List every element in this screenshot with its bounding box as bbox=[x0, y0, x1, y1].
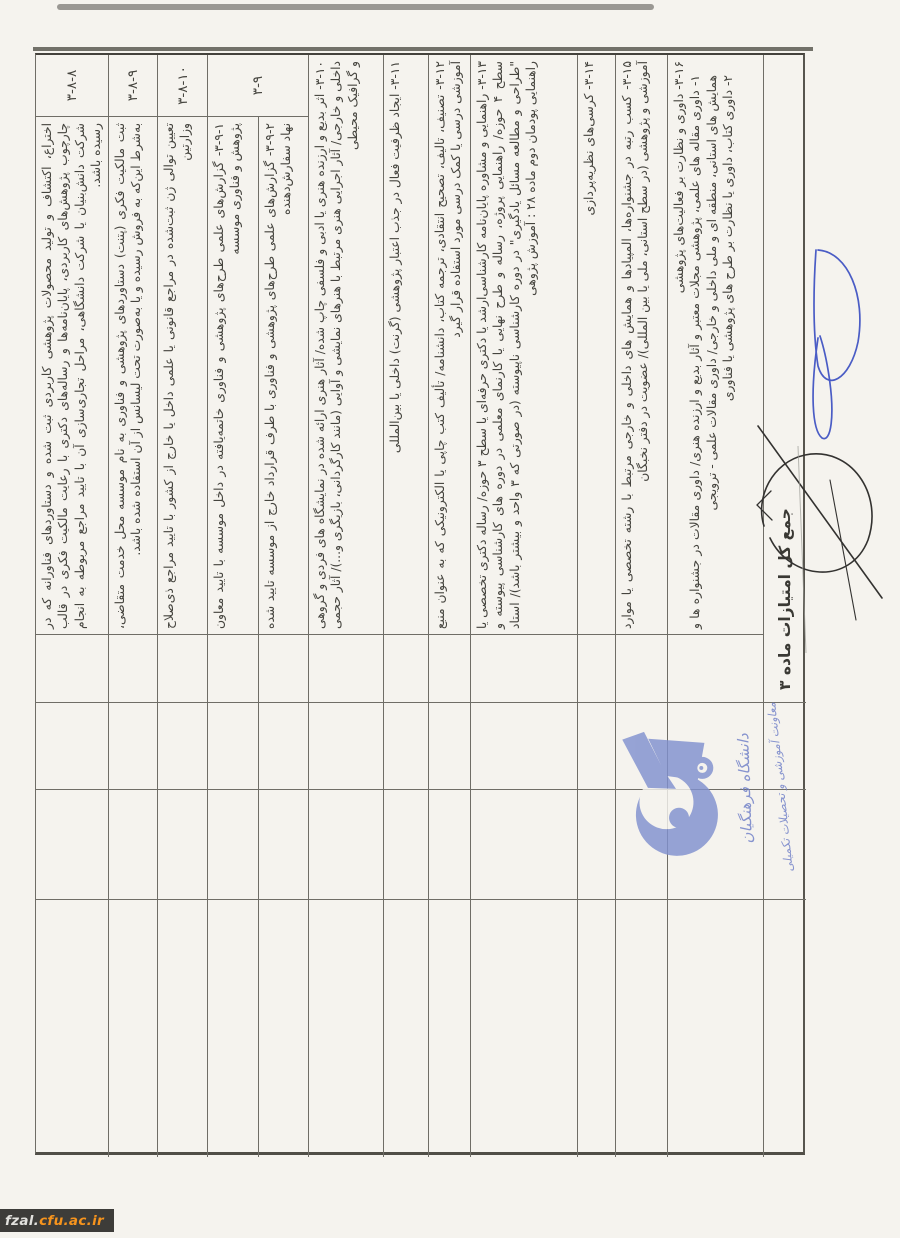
score-cell bbox=[208, 635, 259, 703]
score-cell bbox=[668, 900, 764, 1157]
score-cell bbox=[208, 790, 259, 900]
score-cell bbox=[384, 900, 429, 1157]
stamp-office-name: معاونت آموزشی و تحصیلات تکمیلی bbox=[764, 701, 796, 873]
stamp-university-name: دانشگاه فرهنگیان bbox=[734, 733, 756, 844]
total-label-cell: جمع کل امتیازات ماده ۳ bbox=[764, 55, 806, 703]
criteria-table bbox=[35, 53, 805, 1155]
criteria-text-cell: ۳-۱۲- تصنیف، تالیف، تصحیح انتقادی، ترجمه کتاب، دانشنامه/ تألیف کتب چاپی یا الکترونیکی که به عنوان منبع آموزشی درسی یا کمک درسی مورد استفاده قرار گیرد bbox=[429, 55, 471, 635]
criteria-text-cell: ۳-۱۴- کرسی‌های نظریه‌پردازی bbox=[578, 55, 616, 635]
criteria-text-cell: ثبت مالکیت فکری (پتنت) دستاوردهای پژوهشی و فناوری به نام موسسه محل خدمت متقاضی، به‌شرط این‌که به فروش رسیده و یا به‌صورت تحت لیسانس از آن استفاده شده باشد. bbox=[109, 117, 158, 635]
score-cell bbox=[578, 703, 616, 790]
criteria-text-cell: ۳-۱۵- کسب رتبه در جشنواره‌ها، المپیادها و همایش های داخلی و خارجی مرتبط با رشته تخصصی یا موارد آموزشی و پژوهشی (در سطح استانی، ملی یا بین المللی)/ عضویت در دفتر نخبگان bbox=[616, 55, 668, 635]
criteria-text-cell: ۳-۱۳- راهنمایی و مشاوره پایان‌نامه کارشناسی‌ارشد یا دکتری حرفه‌ای یا سطح ۳ حوزه/ رساله دکتری تخصصی یا سطح ۴ حوزه/ راهنمایی پروژه، رساله و طرح نهایی یا کارنمای معلمی در دوره های کارشناسی پیوسته و "طراحی و مطالعه مسائل یادگیری" در دوره کارشناسی ناپیوسته (در صورتی که ۳ واحد و بیشتر باشد)/ استاد راهنمایی پودمان دوم ماده ۲۸ : آموزش پژوهی bbox=[471, 55, 578, 635]
criteria-text-cell: ۳-۱۰- اثر بدیع و ارزنده هنری یا ادبی و فلسفی چاپ شده/ آثار هنری ارائه شده در نمایشگاه های فردی و گروهی داخلی و خارجی/ آثار اجرایی هنری مرتبط با هنرهای نمایشی و آوایی (مانند کارگردانی، بازیگری و...)/ آثار حجمی و گرافیک محیطی bbox=[309, 55, 384, 635]
criteria-text-cell: ۳-۹-۲- گزارش‌های علمی طرح‌های پژوهشی و فناوری با طرف قرارداد خارج از موسسه تایید شده نهاد سفارش‌دهنده bbox=[259, 117, 309, 635]
score-cell bbox=[764, 703, 806, 790]
scan-edge-streak bbox=[57, 4, 654, 10]
score-cell bbox=[259, 703, 309, 790]
score-cell bbox=[384, 703, 429, 790]
score-cell bbox=[384, 790, 429, 900]
score-cell bbox=[429, 635, 471, 703]
score-cell bbox=[36, 703, 109, 790]
score-cell bbox=[471, 635, 578, 703]
score-cell bbox=[158, 703, 208, 790]
score-cell bbox=[429, 790, 471, 900]
criteria-text-cell: اختراع، اکتشاف و تولید محصولات پژوهشی کاربردی ثبت شده و دستاوردهای فناورانه که در چارچوب پژوهش‌های کاربردی، پایان‌نامه‌ها و رساله‌های دکتری با رعایت مالکیت فکری در قالب شرکت دانش‌بنیان یا شرکت دانشگاهی، مراحل تجاری‌سازی آن با تایید مراجع مربوطه به انجام رسیده باشد. bbox=[36, 117, 109, 635]
score-cell bbox=[36, 790, 109, 900]
row-number-cell-group: ۳-۹ bbox=[208, 55, 309, 117]
score-cell bbox=[471, 900, 578, 1157]
score-cell bbox=[429, 703, 471, 790]
score-cell bbox=[36, 900, 109, 1157]
score-cell bbox=[36, 635, 109, 703]
score-cell bbox=[309, 900, 384, 1157]
score-cell bbox=[668, 635, 764, 703]
score-cell bbox=[764, 790, 806, 900]
score-cell bbox=[158, 790, 208, 900]
score-cell bbox=[616, 703, 668, 790]
score-cell bbox=[429, 900, 471, 1157]
score-cell bbox=[471, 703, 578, 790]
blue-signature bbox=[813, 250, 860, 439]
score-cell bbox=[109, 790, 158, 900]
score-cell bbox=[578, 635, 616, 703]
score-cell bbox=[158, 635, 208, 703]
score-cell bbox=[616, 635, 668, 703]
score-cell bbox=[109, 703, 158, 790]
row-number-cell: ۳-۸-۱۰ bbox=[158, 55, 208, 117]
score-cell bbox=[578, 790, 616, 900]
criteria-subitem: ۲- داوری کتاب، داوری یا نظارت بر طرح های پژوهشی یا فناوری bbox=[721, 75, 736, 402]
score-cell bbox=[309, 635, 384, 703]
criteria-text-cell: ۳-۱۱- ایجاد ظرفیت فعال در جذب اعتبار پژوهشی (گرنت) داخلی یا بین‌المللی bbox=[384, 55, 429, 635]
watermark-domain: cfu.ac.ir bbox=[39, 1212, 104, 1229]
score-cell bbox=[259, 635, 309, 703]
watermark-prefix: fzal. bbox=[5, 1212, 40, 1229]
criteria-header: ۳-۱۶- داوری و نظارت بر فعالیت‌های پژوهشی bbox=[672, 61, 686, 294]
score-cell bbox=[764, 900, 806, 1157]
score-cell bbox=[616, 900, 668, 1157]
score-cell bbox=[208, 900, 259, 1157]
score-cell bbox=[578, 900, 616, 1157]
score-cell bbox=[208, 703, 259, 790]
score-cell bbox=[109, 635, 158, 703]
watermark bbox=[0, 1209, 114, 1232]
score-cell bbox=[109, 900, 158, 1157]
row-number-cell: ۳-۸-۸ bbox=[36, 55, 109, 117]
score-cell bbox=[309, 703, 384, 790]
score-cell bbox=[471, 790, 578, 900]
criteria-text-cell: تعیین توالی ژن ثبت‌شده در مراجع قانونی یا علمی داخل یا خارج از کشور با تایید مراجع ذی‌صلاح وزارتین bbox=[158, 117, 208, 635]
score-cell bbox=[158, 900, 208, 1157]
row-number-cell: ۳-۸-۹ bbox=[109, 55, 158, 117]
score-cell bbox=[259, 900, 309, 1157]
criteria-subitem: ۱- داوری مقاله های علمی، پژوهشی مجلات معتبر و آثار بدیع و ارزنده هنری/ داوری مقالات در جشنواره ها و همایش های استانی، منطقه ای و ملی داخلی و خارجی/ داوری مقالات علمی - ترویجی bbox=[688, 75, 719, 629]
criteria-text-cell: ۳-۹-۱- گزارش‌های علمی طرح‌های پژوهشی و فناوری خاتمه‌یافته در داخل موسسه با تایید معاون پژوهش و فناوری موسسه bbox=[208, 117, 259, 635]
criteria-text-cell bbox=[668, 55, 764, 635]
score-cell bbox=[309, 790, 384, 900]
score-cell bbox=[616, 790, 668, 900]
score-cell bbox=[384, 635, 429, 703]
score-cell bbox=[259, 790, 309, 900]
score-cell bbox=[668, 703, 764, 790]
score-cell bbox=[668, 790, 764, 900]
